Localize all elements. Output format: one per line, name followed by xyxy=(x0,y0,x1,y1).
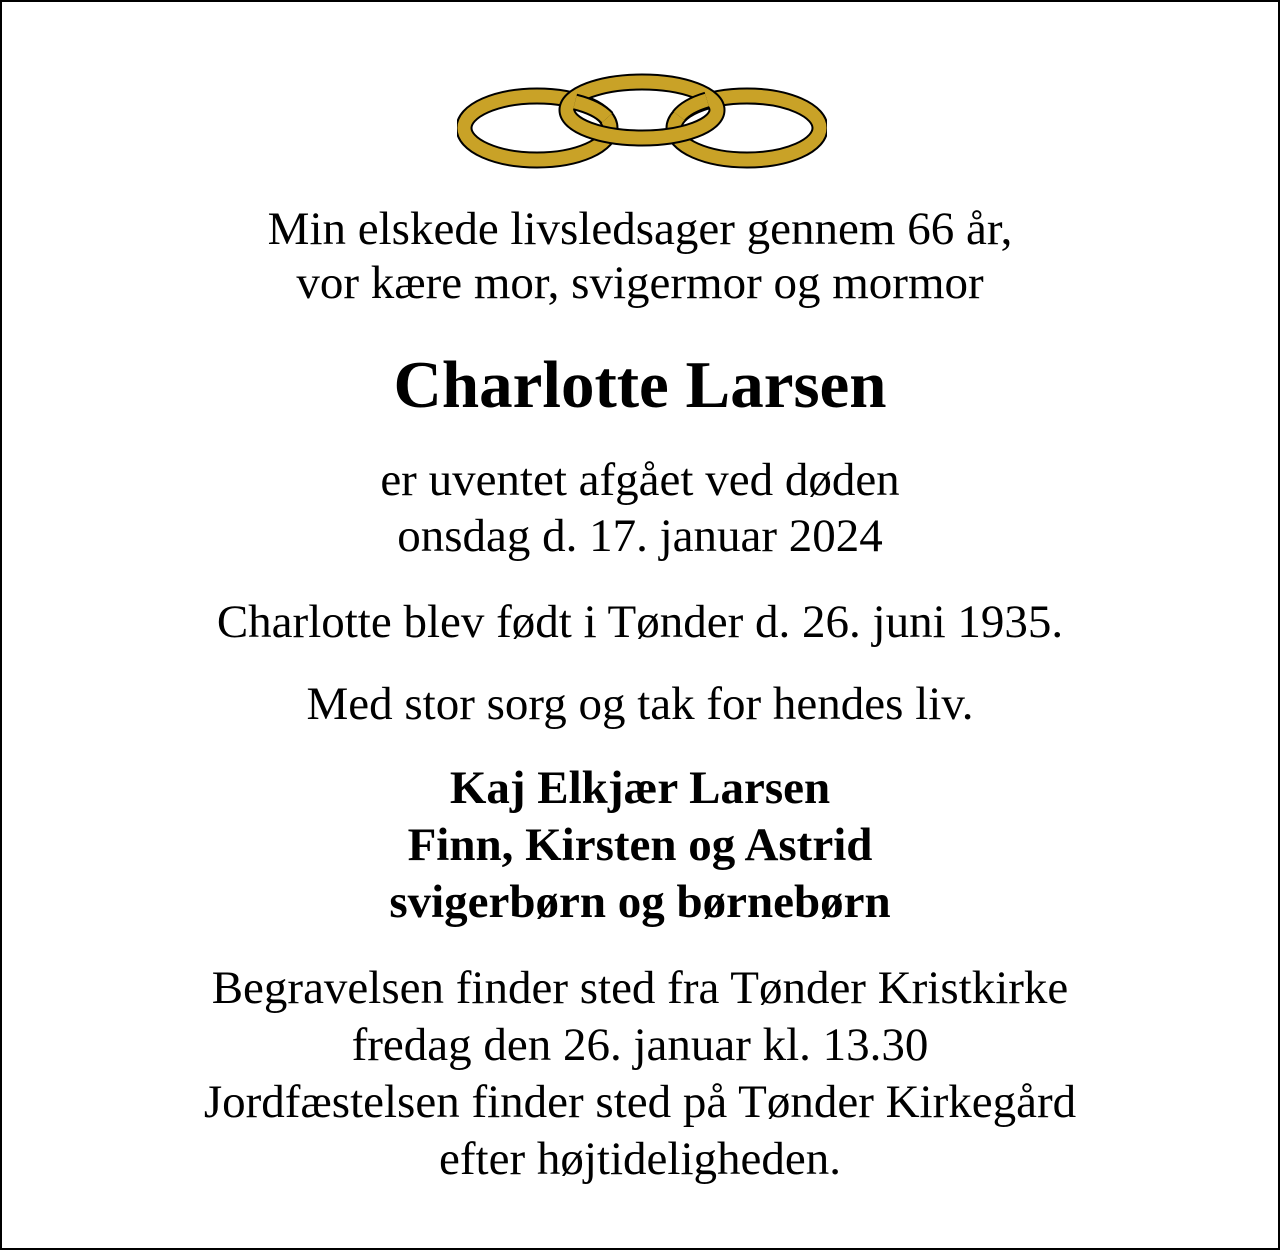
funeral-line-2: fredag den 26. januar kl. 13.30 xyxy=(351,1019,929,1071)
funeral-line-4: efter højtideligheden. xyxy=(439,1133,841,1185)
family-line-1: Kaj Elkjær Larsen xyxy=(449,762,831,814)
family-signatures xyxy=(2,760,1278,931)
death-date: onsdag d. 17. januar 2024 xyxy=(397,510,883,562)
intro-line-1: Min elskede livsledsager gennem 66 år, xyxy=(267,203,1013,255)
family-line-3: svigerbørn og børnebørn xyxy=(389,876,891,928)
intro-text xyxy=(2,202,1278,310)
intro-line-2: vor kære mor, svigermor og mormor xyxy=(296,257,984,309)
death-line-1: er uventet afgået ved døden xyxy=(380,454,900,506)
funeral-line-1: Begravelsen finder sted fra Tønder Kristkirke xyxy=(211,962,1069,1014)
intertwined-rings-icon xyxy=(457,70,827,170)
birth-line: Charlotte blev født i Tønder d. 26. juni 1935. xyxy=(216,596,1064,648)
family-line-2: Finn, Kirsten og Astrid xyxy=(407,819,873,871)
deceased-name: Charlotte Larsen xyxy=(393,348,887,422)
funeral-line-3: Jordfæstelsen finder sted på Tønder Kirkegård xyxy=(203,1076,1077,1128)
thanks-line: Med stor sorg og tak for hendes liv. xyxy=(306,678,974,730)
death-announcement xyxy=(2,452,1278,564)
funeral-details xyxy=(2,960,1278,1188)
